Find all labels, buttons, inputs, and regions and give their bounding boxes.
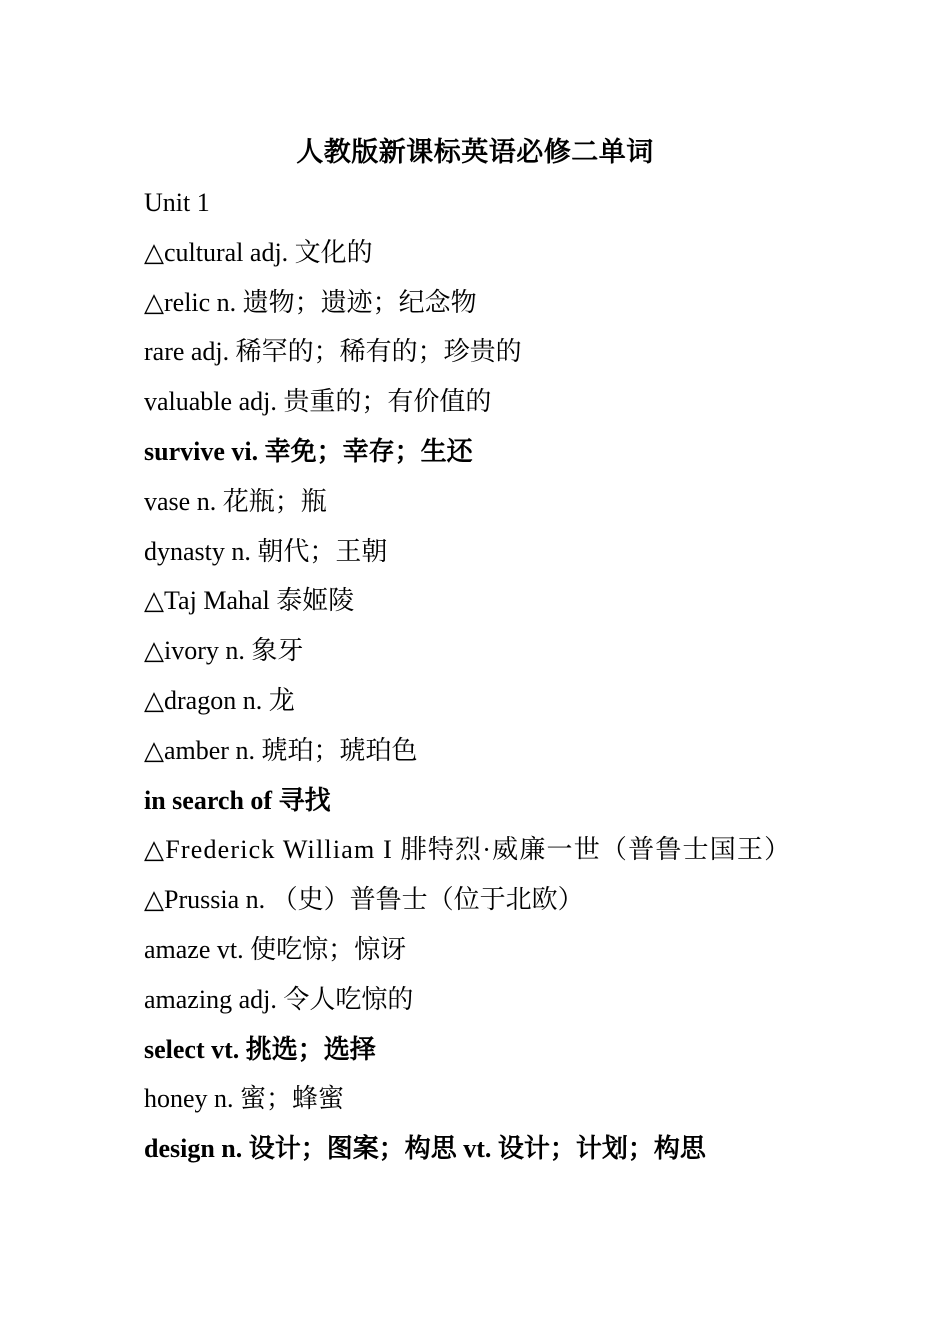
vocab-entry: Unit 1 <box>144 188 210 217</box>
vocab-entry: △Prussia n. （史）普鲁士（位于北欧） <box>144 885 584 915</box>
vocab-entry: amaze vt. 使吃惊；惊讶 <box>144 934 407 964</box>
vocab-entry: design n. 设计；图案；构思 vt. 设计；计划；构思 <box>144 1134 706 1164</box>
vocab-entry: △ivory n. 象牙 <box>144 636 304 666</box>
vocab-entry: vase n. 花瓶；瓶 <box>144 486 327 516</box>
vocabulary-list <box>144 178 808 1174</box>
vocab-entry: △cultural adj. 文化的 <box>144 237 373 267</box>
vocab-entry: in search of 寻找 <box>144 785 331 815</box>
vocab-entry: △Taj Mahal 泰姬陵 <box>144 586 355 616</box>
vocab-entry: dynasty n. 朝代；王朝 <box>144 536 388 566</box>
document-title: 人教版新课标英语必修二单词 <box>296 137 654 167</box>
vocab-entry: survive vi. 幸免；幸存；生还 <box>144 436 473 466</box>
vocab-entry: honey n. 蜜；蜂蜜 <box>144 1084 345 1114</box>
vocab-entry: △amber n. 琥珀；琥珀色 <box>144 735 418 765</box>
vocab-entry: select vt. 挑选；选择 <box>144 1034 376 1064</box>
vocab-entry: rare adj. 稀罕的；稀有的；珍贵的 <box>144 337 522 367</box>
vocab-entry: amazing adj. 令人吃惊的 <box>144 984 414 1014</box>
vocab-entry: △Frederick William I 腓特烈·威廉一世（普鲁士国王） <box>144 835 792 865</box>
vocab-entry: △relic n. 遗物；遗迹；纪念物 <box>144 287 477 317</box>
vocab-entry: △dragon n. 龙 <box>144 685 295 715</box>
vocab-entry: valuable adj. 贵重的；有价值的 <box>144 387 492 417</box>
